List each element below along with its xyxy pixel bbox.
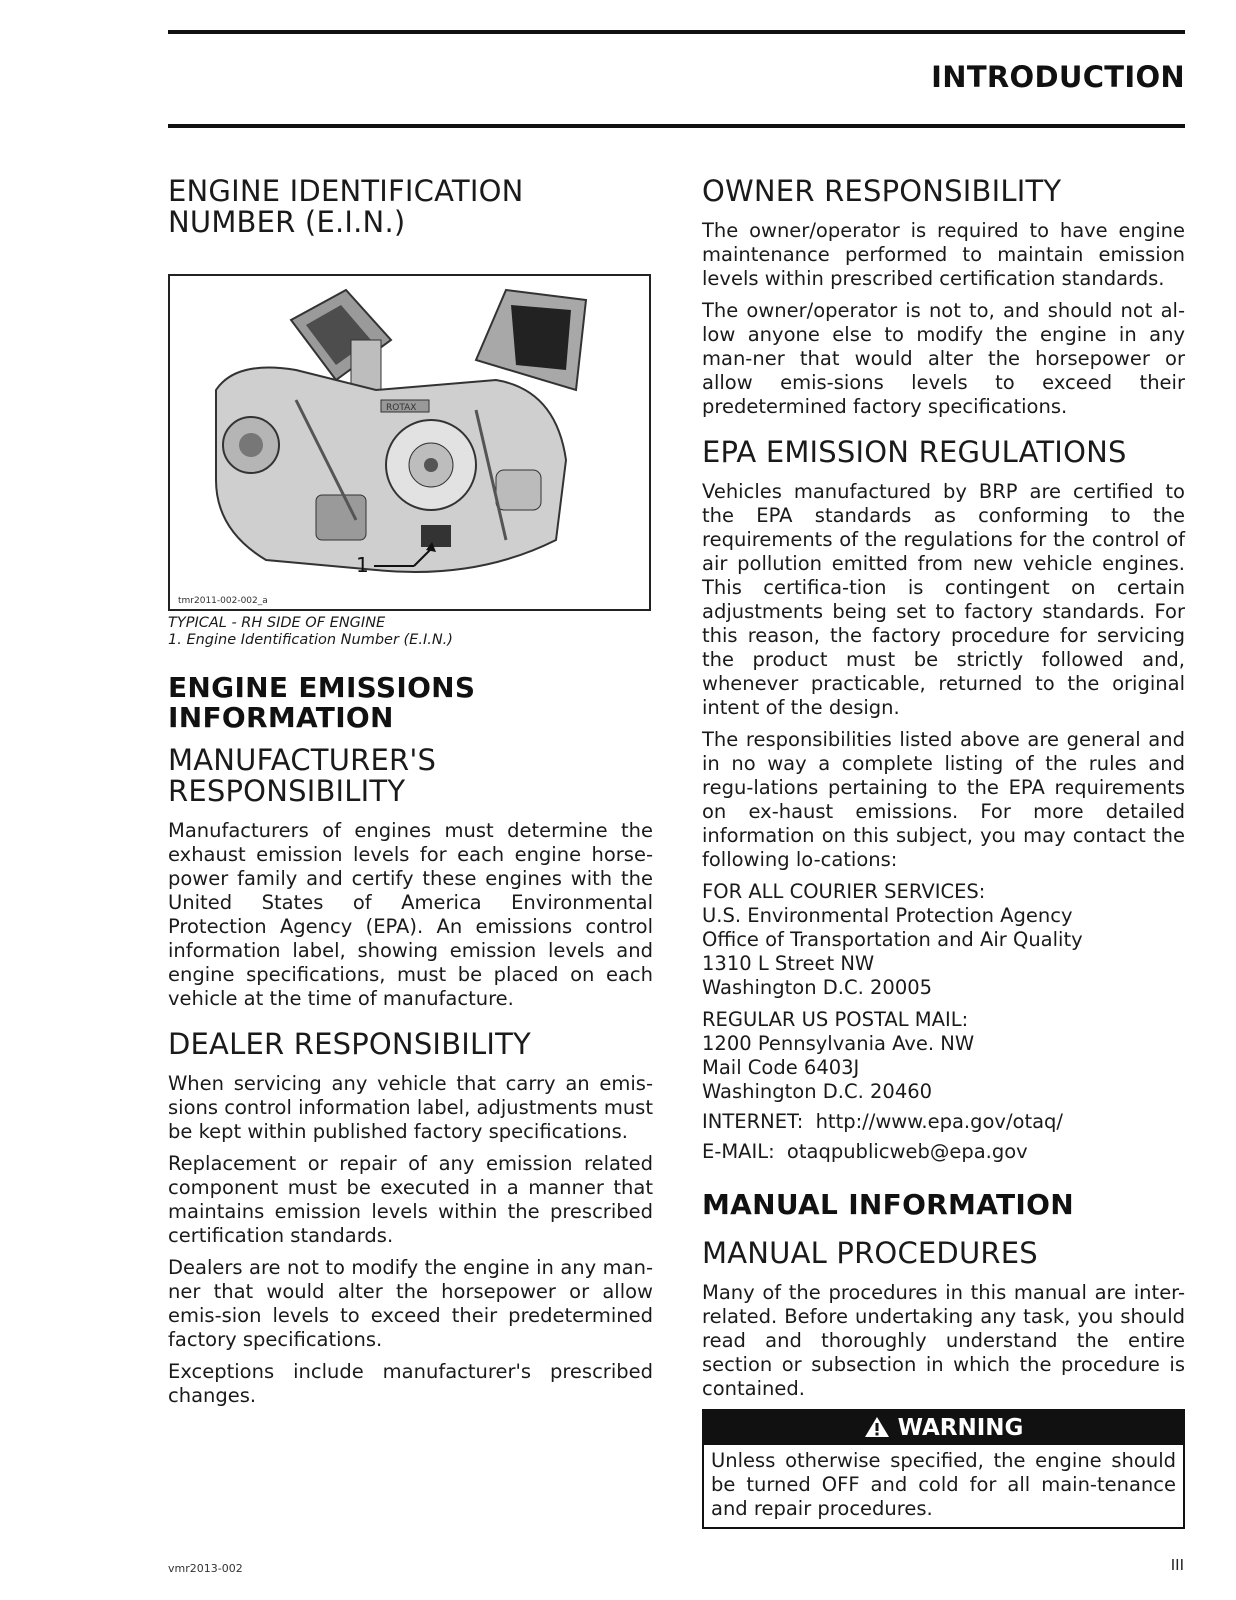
warning-body: Unless otherwise specified, the engine should be turned OFF and cold for all main-tenance and repair procedures. (711, 1449, 1176, 1520)
courier-line: Office of Transportation and Air Quality (702, 928, 1083, 951)
postal-line: Washington D.C. 20460 (702, 1080, 933, 1103)
dealer-paragraph-2: Replacement or repair of any emission related component must be executed in a manner that maintains emission levels within the prescribed certification standards. (168, 1152, 653, 1247)
left-column (168, 176, 653, 1416)
header-rule-top (168, 30, 1185, 34)
warning-box (702, 1409, 1185, 1529)
courier-label: FOR ALL COURIER SERVICES: (702, 880, 986, 903)
epa-heading: EPA EMISSION REGULATIONS (702, 435, 1127, 469)
postal-label: REGULAR US POSTAL MAIL: (702, 1008, 969, 1031)
courier-line: Washington D.C. 20005 (702, 976, 933, 999)
warning-header (704, 1411, 1183, 1445)
courier-line: U.S. Environmental Protection Agency (702, 904, 1073, 927)
email-link[interactable]: otaqpublicweb@epa.gov (786, 1140, 1028, 1163)
emissions-heading: ENGINE EMISSIONS INFORMATION (168, 671, 476, 734)
figure-reference: tmr2011-002-002_a (178, 596, 268, 606)
warning-triangle-icon (864, 1411, 890, 1445)
footer-doc-code: vmr2013-002 (168, 1562, 243, 1575)
manufacturer-paragraph: Manufacturers of engines must determine the exhaust emission levels for each engine horse-power family and certify these engines with the United States of America Environmental Protection Agency (EPA). An emissions control information label, showing emission levels and engine specifications, must be placed on each vehicle at the time of manufacture. (168, 819, 653, 1010)
owner-heading: OWNER RESPONSIBILITY (702, 174, 1062, 208)
manufacturer-heading: MANUFACTURER'S RESPONSIBILITY (168, 743, 437, 808)
email-label: E-MAIL: (702, 1140, 775, 1163)
manual-procedures-heading: MANUAL PROCEDURES (702, 1236, 1038, 1270)
dealer-paragraph-4: Exceptions include manufacturer's prescribed changes. (168, 1360, 653, 1407)
ein-heading: ENGINE IDENTIFICATION NUMBER (E.I.N.) (168, 174, 524, 239)
dealer-paragraph-1: When servicing any vehicle that carry an emis-sions control information label, adjustments must be kept within published factory specifications. (168, 1072, 653, 1143)
figure-caption-title: TYPICAL - RH SIDE OF ENGINE (168, 615, 386, 631)
internet-link[interactable]: http://www.epa.gov/otaq/ (815, 1110, 1063, 1133)
crankcase (216, 368, 566, 573)
internet-row (702, 1110, 1185, 1134)
manual-info-heading: MANUAL INFORMATION (702, 1188, 1074, 1221)
right-column (702, 176, 1185, 1529)
email-row (702, 1140, 1185, 1164)
postal-line: 1200 Pennsylvania Ave. NW (702, 1032, 975, 1055)
header-rule-bottom (168, 124, 1185, 128)
internet-label: INTERNET: (702, 1110, 804, 1133)
rotax-logo: ROTAX (386, 403, 417, 413)
postal-line: Mail Code 6403J (702, 1056, 860, 1079)
manual-paragraph: Many of the procedures in this manual are inter-related. Before undertaking any task, you should read and thoroughly understand the entire section or subsection in which the procedure is contained. (702, 1281, 1185, 1400)
dealer-paragraph-3: Dealers are not to modify the engine in any man-ner that would alter the horsepower or allow emis-sion levels to exceed their predetermined factory specifications. (168, 1256, 653, 1351)
epa-paragraph-1: Vehicles manufactured by BRP are certified to the EPA standards as conforming to the requirements of the regulations for the control of air pollution emitted from new vehicle engines. This certifica-tion is contingent on certain adjustments being set to factory standards. For this reason, the factory procedure for servicing the product must be strictly followed and, whenever practicable, returned to the original intent of the design. (702, 480, 1185, 719)
warning-title: WARNING (897, 1415, 1024, 1441)
dealer-heading: DEALER RESPONSIBILITY (168, 1027, 531, 1061)
owner-paragraph-2: The owner/operator is not to, and should not al-low anyone else to modify the engine in any man-ner that would alter the horsepower or allow emis-sions levels to exceed their predetermined factory specifications. (702, 299, 1185, 418)
courier-line: 1310 L Street NW (702, 952, 875, 975)
engine-figure (168, 274, 651, 611)
section-header: INTRODUCTION (931, 60, 1185, 94)
owner-paragraph-1: The owner/operator is required to have engine maintenance performed to maintain emission levels within prescribed certification standards. (702, 219, 1185, 290)
engine-illustration (176, 280, 643, 580)
epa-paragraph-2: The responsibilities listed above are general and in no way a complete listing of the rules and regu-lations pertaining to the EPA requirements on ex-haust emissions. For more detailed information on this subject, you may contact the following lo-cations: (702, 728, 1185, 871)
figure-caption-item: 1. Engine Identification Number (E.I.N.) (168, 632, 453, 648)
callout-number: 1 (356, 553, 369, 577)
footer-page-number: III (1170, 1556, 1184, 1574)
